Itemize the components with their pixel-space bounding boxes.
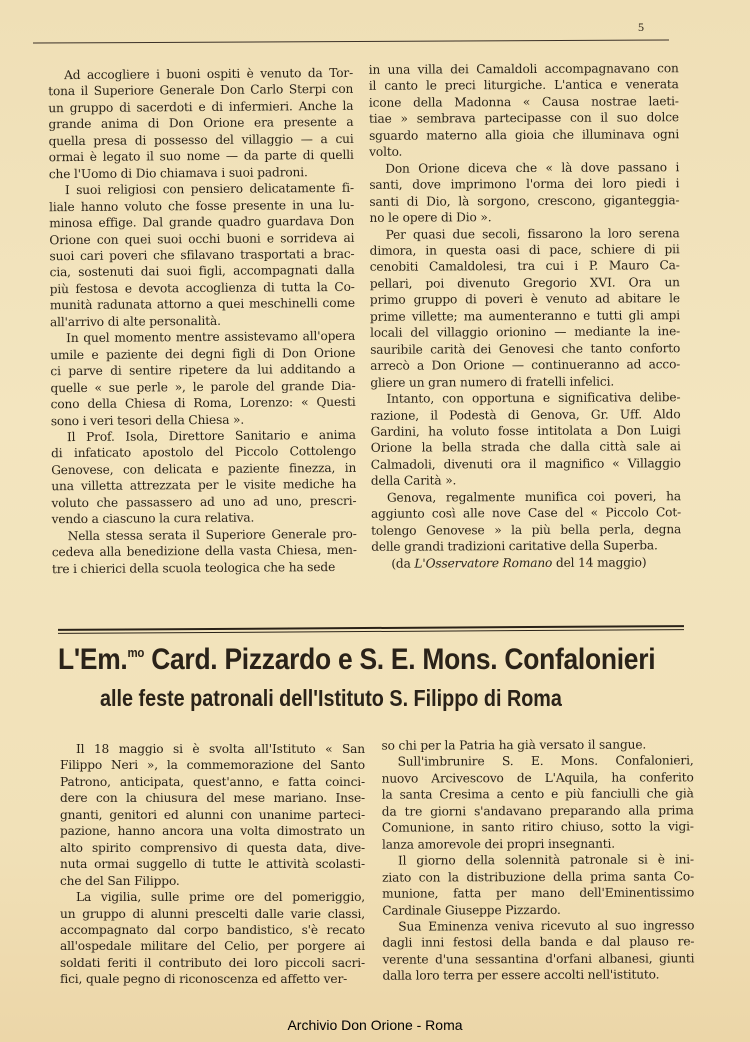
text-line: tolengo Genovese » la più bella perla, degna <box>371 521 682 538</box>
paragraph <box>381 736 693 754</box>
section-divider <box>58 625 684 634</box>
text-line: In quel momento mentre assistevamo all'opera <box>66 329 356 346</box>
text-line: cenobiti Camaldolesi, tra cui i P. Mauro Ca- <box>369 258 680 275</box>
headline-superscript: mo <box>127 645 145 660</box>
text-line: tiae » sembrava partecipasse con il suo dolce <box>368 110 679 127</box>
paragraph <box>382 917 694 984</box>
text-line: I suoi religiosi con pensiero delicatamente fi- <box>64 180 355 198</box>
text-line: santi, dove imprimono l'orma dei loro piedi i <box>369 176 680 192</box>
paragraph <box>369 159 679 226</box>
paragraph <box>51 427 357 528</box>
text-line: Cardinale Giuseppe Pizzardo. <box>382 902 561 918</box>
text-line: lanza amorevole dei propri insegnanti. <box>381 836 616 852</box>
text-line: cia, sostenuti dai suoi figli, accompagnati dalla <box>49 263 355 280</box>
text-line: icone della Madonna « Causa nostrae laeti- <box>368 94 679 110</box>
paragraph <box>60 741 365 889</box>
text-line: prime villette; ma aumenteranno e tutti gli ampi <box>369 307 681 324</box>
text-line: Ad accogliere i buoni ospiti è venuto da Tor- <box>64 65 354 83</box>
text-line: della Carità ». <box>370 473 457 489</box>
text-line: voluto che passassero ad uno ad uno, prescri- <box>51 493 357 510</box>
text-line: sono i veri tesori della Chiesa ». <box>50 412 245 428</box>
page-number: 5 <box>638 20 644 34</box>
text-line: Calmadoli, divenuti ora il magnifico « Villaggio <box>370 456 681 472</box>
paragraph <box>49 180 355 330</box>
text-line: vendo a ciascuno la cura relativa. <box>51 510 255 527</box>
text-line: Per quasi due secoli, fissarono la loro serena <box>385 225 680 242</box>
paragraph <box>370 389 681 489</box>
archive-footer: Archivio Don Orione - Roma <box>287 1017 463 1033</box>
text-line: una villetta attrezzata per le visite mediche ha <box>51 477 357 494</box>
text-line: gliere un gran numero di fratelli infelici. <box>370 374 615 390</box>
text-line: alto spirito comprensivo di questa data, dive- <box>60 840 365 855</box>
text-line: Gardini, ha voluto fosse intitolata a Don Luigi <box>370 423 681 439</box>
text-line: quella presa di possesso del villaggio — a cui <box>48 131 354 149</box>
paragraph <box>50 328 356 429</box>
article2-column-right <box>381 736 694 984</box>
paragraph <box>382 851 694 918</box>
paragraph <box>52 525 357 577</box>
article1-column-left <box>48 65 357 577</box>
article2-headline <box>58 643 656 677</box>
headline-part2: Card. Pizzardo e S. E. Mons. Confalonieri <box>144 643 656 676</box>
text-line: il canto le preci liturgiche. L'antica e venerata <box>368 77 679 94</box>
text-line: dagli inni festosi della banda e dal plauso re- <box>382 934 695 951</box>
text-line: da tre giorni s'andavano preparando alla prima <box>381 803 694 819</box>
text-line: un gruppo di sacerdoti e di infermieri. Anche la <box>48 98 354 116</box>
text-line: dere con la chiusura del mese mariano. Inse- <box>60 791 365 806</box>
text-line: suoi cari poveri che sfilavano trasportati a brac- <box>49 246 355 264</box>
text-line: primo gruppo di poveri è venuto ad abitare le <box>369 291 680 308</box>
text-line: la santa Cresima a cento e più fanciulli che già <box>381 786 694 803</box>
headline-part1: L'Em. <box>58 643 128 676</box>
text-line: so chi per la Patria ha già versato il sangue. <box>381 737 647 753</box>
paragraph <box>48 65 354 183</box>
text-line: Il Prof. Isola, Direttore Sanitario e anima <box>66 427 356 445</box>
text-line: ziato con la distribuzione della prima santa Co- <box>382 868 695 885</box>
text-line: La vigilia, sulle prime ore del pomeriggio, <box>76 890 365 905</box>
text-line: delle grandi tradizioni caritative della Superba. <box>371 538 658 554</box>
text-line: all'ospedale militare del Celio, per porgere ai <box>60 939 365 954</box>
text-line: munità radunata attorno a quei meschinelli come <box>49 296 355 313</box>
text-line: pellari, poi divenuto Gregorio XVI. Ora un <box>369 275 680 291</box>
text-line: minosa effige. Dal grande quadro guardava Don <box>49 213 355 231</box>
text-line: un gruppo di alunni prescelti dalle varie classi, <box>60 906 365 921</box>
citation-newspaper: L'Osservatore Romano <box>414 555 553 571</box>
text-line: Sull'imbrunire S. E. Mons. Confalonieri, <box>397 753 694 770</box>
citation-suffix: del 14 maggio) <box>552 554 647 570</box>
text-line: in una villa dei Camaldoli accompagnavano con <box>368 61 679 77</box>
text-line: quelle « sue perle », le parole del grande Dia- <box>50 378 356 395</box>
text-line: che l'Uomo di Dio chiamava i suoi padroni. <box>48 164 308 181</box>
text-line: pazione, hanno ancora una volta dimostrato un <box>60 824 365 839</box>
paragraph <box>370 225 681 391</box>
text-line: soldati feriti il contributo dei loro piccoli sacri- <box>60 955 365 970</box>
text-line: dimora, in questa oasi di pace, schiere di pii <box>369 242 680 258</box>
text-line: munione, fatta per mano dell'Eminentissimo <box>382 885 695 901</box>
text-line: all'arrivo di alte personalità. <box>49 313 221 329</box>
citation-prefix: (da <box>391 556 415 571</box>
paragraph <box>371 488 681 555</box>
paragraph <box>60 889 365 988</box>
text-line: Il giorno della solennità patronale si è ini- <box>397 852 695 868</box>
text-line: volto. <box>369 144 403 160</box>
text-line: Filippo Neri », la commemorazione del Santo <box>60 758 365 773</box>
text-line: accompagnato dal corpo bandistico, s'è recato <box>60 922 365 937</box>
text-line: sauribile carità dei Genovesi che tanto conforto <box>370 340 681 357</box>
text-line: razione, il Podestà di Genova, Gr. Uff. Aldo <box>370 406 681 423</box>
paragraph <box>369 60 680 160</box>
article2-subtitle: alle feste patronali dell'Istituto S. Filippo di Roma <box>100 685 562 711</box>
text-line: dalla loro terra per essere accolti nell'istituto. <box>382 967 660 984</box>
text-line: cedeva alla benedizione della vasta Chiesa, men- <box>51 542 357 560</box>
text-line: Sua Eminenza veniva ricevuto al suo ingresso <box>398 918 695 934</box>
text-line: Intanto, con opportuna e significativa delibe- <box>386 390 681 406</box>
text-line: Orione la bella strada che dalla città sale ai <box>370 439 681 456</box>
text-line: più festosa e devota accoglienza di tutta la Co- <box>49 279 355 297</box>
text-line: Don Orione diceva che « là dove passano i <box>385 159 680 176</box>
text-line: locali del villaggio orionino — mediante la ine- <box>370 324 681 341</box>
text-line: arrecò a Don Orione — continueranno ad acco- <box>370 357 681 373</box>
text-line: di infaticato apostolo del Piccolo Cottolengo <box>50 444 357 461</box>
text-line: Orione con quei suoi occhi buoni e sorrideva ai <box>49 230 355 247</box>
text-line: tona il Superiore Generale Don Carlo Sterpi con <box>48 82 354 99</box>
text-line: Genova, regalmente munifica coi poveri, ha <box>386 488 681 505</box>
text-line: fici, quale pegno di riconoscenza ed affetto ver- <box>60 972 348 987</box>
text-line: Patrono, anticipata, quest'anno, e fatta coinci- <box>60 774 365 789</box>
text-line: tre i chierici della scuola teologica che ha sede <box>51 559 336 576</box>
text-line: sguardo materno alla gioia che illuminava ogni <box>369 127 680 143</box>
text-line: cono della Chiesa di Roma, Lorenzo: « Questi <box>50 394 356 412</box>
article1-column-right <box>369 60 682 572</box>
text-line: no le opere di Dio ». <box>369 210 492 225</box>
text-line: santi di Dio, là sorgono, crescono, giganteggia- <box>369 192 680 209</box>
text-line: Nella stessa serata il Superiore Generale pro- <box>67 526 357 543</box>
text-line: Comunione, in santo ritiro chiuso, sotto la vigi- <box>381 819 694 835</box>
text-line: Genovese, con delicata e paziente finezza, in <box>51 460 357 478</box>
text-line: ci parve di sentire ripetere da lui additando a <box>50 361 356 379</box>
text-line: aggiunto così alle nove Case del « Piccolo Cot- <box>370 505 682 522</box>
article2-column-left <box>60 741 365 988</box>
text-line: nuta ormai suggello di tutte le attività scolasti- <box>60 857 365 872</box>
source-citation <box>371 554 681 572</box>
text-line: grande anima di Don Orione era presente a <box>48 115 354 132</box>
text-line: gnanti, genitori ed alunni con unanime parteci- <box>60 807 365 822</box>
text-line: verente d'una sessantina d'orfani albanesi, giunti <box>382 951 695 967</box>
top-rule <box>33 39 669 43</box>
text-line: ormai è legato il suo nome — da parte di quelli <box>48 148 354 165</box>
text-line: umile e paziente dei degni figli di Don Orione <box>50 345 356 362</box>
paragraph <box>382 753 694 853</box>
text-line: nuovo Arcivescovo de L'Aquila, ha conferito <box>381 770 694 786</box>
text-line: che del San Filippo. <box>60 873 180 888</box>
text-line: liale hanno voluto che fosse presente in una lu- <box>49 197 355 214</box>
text-line: Il 18 maggio si è svolta all'Istituto « San <box>76 742 365 756</box>
